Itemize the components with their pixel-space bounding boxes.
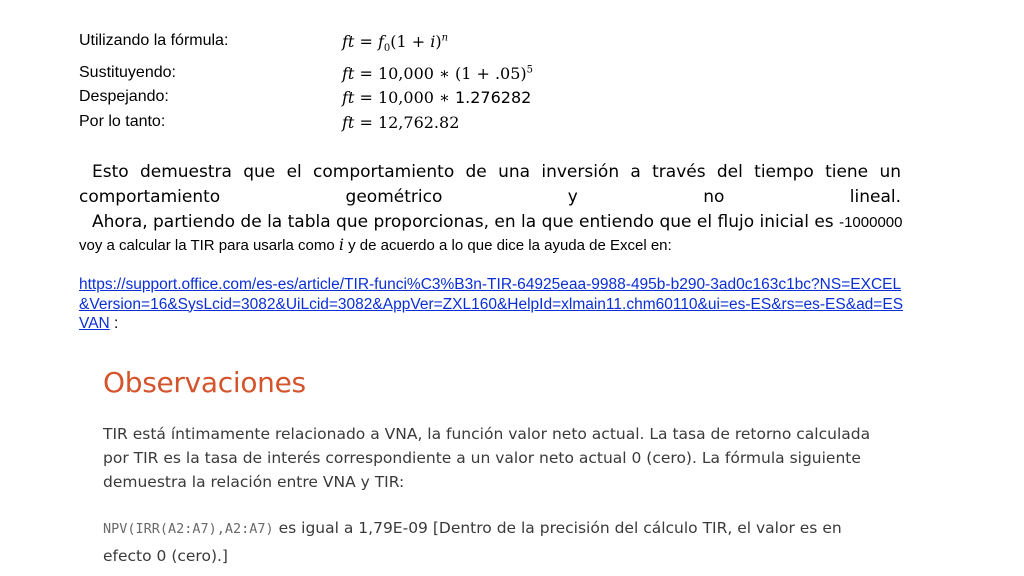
formula-label: Despejando: <box>79 88 169 105</box>
excel-help-link-block <box>79 275 909 334</box>
excel-help-link[interactable]: https://support.office.com/es-es/article/TIR-funci%C3%B3n-TIR-64925eaa-9988-495b-b290-3ad0c163c1bc?NS=EXCEL&Version=16&SysLcid=3082&UiLcid=3082&AppVer=ZXL160&HelpId=xlmain11.chm60110&ui=es-ES&rs=es-ES&ad=ESVAN <box>79 276 904 332</box>
observaciones-heading: Observaciones <box>103 366 306 399</box>
paragraph-text: y de acuerdo a lo que dice la ayuda de Excel en: <box>348 237 672 254</box>
paragraph-tir-intro <box>79 235 672 254</box>
paragraph-text: Ahora, partiendo de la tabla que proporcionas, en la que entiendo que el flujo inicial es <box>92 212 834 232</box>
initial-flow-value: -1000000 <box>839 214 903 231</box>
paragraph-table-intro <box>92 210 912 235</box>
paragraph-text: voy a calcular la TIR para usarla como <box>79 237 335 254</box>
formula-label: Sustituyendo: <box>79 64 176 81</box>
formula-expression: ft = 10,000 ∗ $(1 + .05)^5$ <box>342 64 534 83</box>
variable-i: i <box>338 235 344 254</box>
formula-label: Por lo tanto: <box>79 113 166 130</box>
formula-label: Utilizando la fórmula: <box>79 32 229 49</box>
paragraph-text: Esto demuestra que el comportamiento de una inversión a través del tiempo tiene un comportamiento geométrico y no lineal. <box>79 162 901 207</box>
observaciones-code-paragraph <box>103 515 893 570</box>
formula-expression: ft = 10,000 ∗ 1.276282 <box>342 88 532 107</box>
observaciones-code-text: es igual a 1,79E-09 [Dentro de la precisión del cálculo TIR, el valor es en efecto 0 (cero).] <box>103 519 842 565</box>
formula-expression: ft = 12,762.82 <box>342 113 460 132</box>
observaciones-body: TIR está íntimamente relacionado a VNA, la función valor neto actual. La tasa de retorno calculada por TIR es la tasa de interés correspondiente a un valor neto actual 0 (cero). La fórmula siguiente demuestra la relación entre VNA y TIR: <box>103 425 871 491</box>
formula-value: 1.276282 <box>454 88 532 107</box>
npv-irr-code: NPV(IRR(A2:A7),A2:A7) <box>103 521 274 537</box>
formula-expression: ft = $f_0(1 + i)^n$ <box>342 32 449 55</box>
link-suffix: : <box>109 315 119 332</box>
